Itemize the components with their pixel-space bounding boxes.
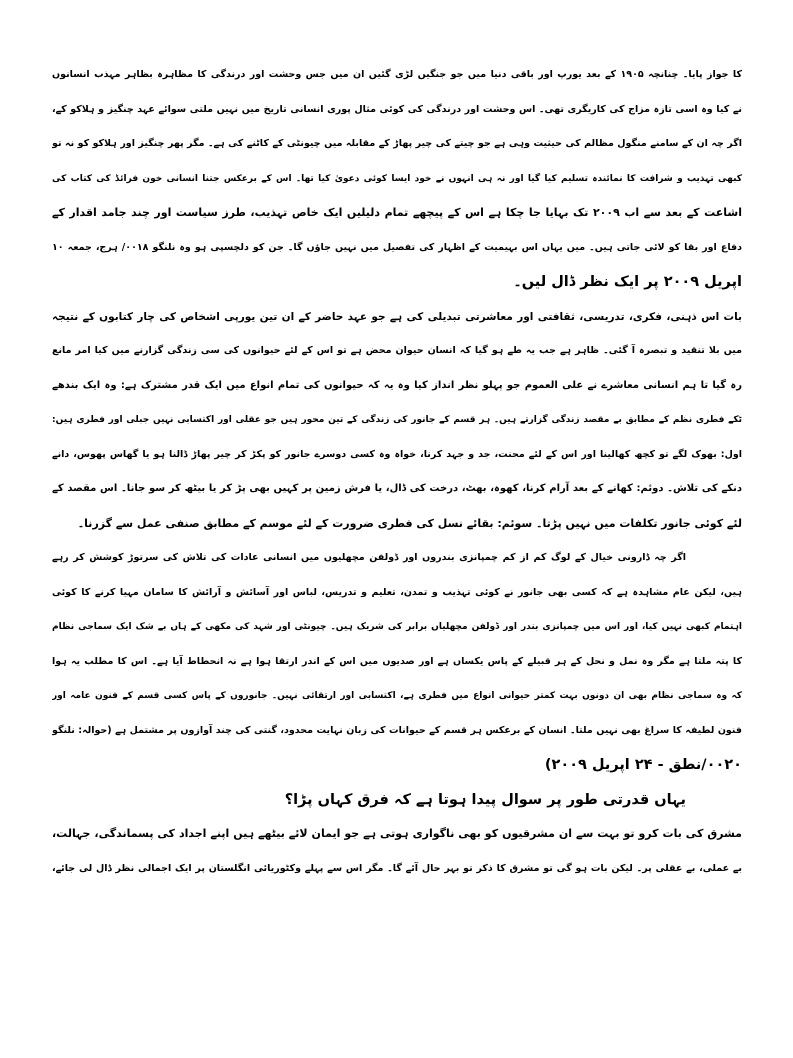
text-line: بات اس ذہنی، فکری، تدریسی، ثقافتی اور معاشرتی تبدیلی کی ہے جو عہد حاضر کے ان تین یورپی اشخاص کی چار کتابوں کے نتیجہ [52, 310, 742, 323]
text-line: اگر چہ ڈارونی خیال کے لوگ کم از کم چمپانزی بندروں اور ڈولفن مچھلیوں میں انسانی عادات کی تلاش کی سرتوڑ کوشش کر رہے [52, 552, 686, 563]
text-line: ٹکے فطری نظم کے مطابق بے مقصد زندگی گزارتے ہیں۔ ہر قسم کے جانور کی زندگی کے تین محور ہیں جو عقلی اور اکتسابی نہیں جبلی اور فطری ہیں: [52, 415, 742, 425]
document-page [52, 58, 742, 1048]
text-line: اشاعت کے بعد سے اب ۲۰۰۹ تک بہایا جا چکا ہے اس کے پیچھے تمام دلیلیں ایک خاص تہذیب، طرز سیاست اور چند جامد اقدار کے [52, 206, 742, 219]
text-line: میں بلا تنقید و تبصرہ آ گئی۔ ظاہر ہے جب یہ طے ہو گیا کہ انسان حیوان محض ہے تو اس کے لئے حیوانوں کی سی زندگی گزارنے میں کیا امر مانع [52, 345, 742, 356]
text-line: ہیں، لیکن عام مشاہدہ ہے کہ کسی بھی جانور نے کوئی تہذیب و تمدن، تعلیم و تدریس، لباس اور آسائش و آرائش کا سامان مہیا کرنے کا کوئی [52, 586, 742, 598]
text-line: اول: بھوک لگے تو کچھ کھالینا اور اس کے لئے محنت، جد و جہد کرنا، خواہ وہ کسی دوسرے جانور کو پکڑ کر چیر پھاڑ ڈالنا ہو یا گھاس پھوس، دانے [52, 448, 742, 460]
text-line: نے کیا وہ اسی تازہ مزاج کی کاریگری تھی۔ اس وحشت اور درندگی کی کوئی مثال پوری انسانی تاریخ میں نہیں ملتی سوائے عہد چنگیز و ہلاکو کے، [52, 103, 742, 115]
text-line: کا جواز پایا۔ چنانچہ ۱۹۰۵ کے بعد یورپ اور باقی دنیا میں جو جنگیں لڑی گئیں ان میں جس وحشت اور درندگی کا مظاہرہ بظاہر مہذب انسانوں [52, 69, 742, 80]
text-line: مشرق کی بات کرو تو بہت سے ان مشرقیوں کو بھی ناگواری ہوتی ہے جو ایمان لائے بیٹھے ہیں اپنے اجداد کی پسماندگی، جہالت، [52, 827, 742, 840]
text-line: بے عملی، بے عقلی پر۔ لیکن بات ہو گی تو مشرق کا ذکر تو بہر حال آئے گا۔ مگر اس سے پہلے وکٹوریائی انگلستان پر ایک اجمالی نظر ڈال لی جائے، [52, 862, 742, 874]
text-line: اگر چہ ان کے سامنے منگول مظالم کی حیثیت وہی ہے جو چیتے کی چیر پھاڑ کے مقابلہ میں چیونٹی کے کاٹنے کی ہے۔ مگر پھر چنگیز اور ہلاکو کو نہ تو [52, 138, 742, 149]
text-line: ۰۰۲۰/نطق - ۲۴ اپریل ۲۰۰۹) [544, 757, 742, 773]
text-line: اہتمام کبھی نہیں کیا، اور اس میں چمپانزی بندر اور ڈولفن مچھلیاں برابر کی شریک ہیں۔ چیونٹی اور شہد کی مکھی کے ہاں بے شک ایک سماجی نظام [52, 622, 742, 632]
text-line: اپریل ۲۰۰۹ پر ایک نظر ڈال لیں۔ [513, 274, 742, 290]
text-line: لئے کوئی جانور تکلفات میں نہیں پڑتا۔ سوئم: بقائے نسل کی فطری ضرورت کے لئے موسم کے مطابق صنفی عمل سے گزرنا۔ [77, 516, 742, 530]
text-line: کبھی تہذیب و شرافت کا نمائندہ تسلیم کیا گیا اور نہ ہی انہوں نے خود ایسا کوئی دعویٰ کیا تھا۔ اس کے برعکس جتنا انسانی خون فرائڈ کی کتاب کی [52, 173, 742, 184]
text-line: کا پتہ ملتا ہے مگر وہ نمل و نحل کے ہر قبیلے کے پاس یکساں ہے اور صدیوں میں اس کے اندر ارتقا ہوا ہے نہ انحطاط آیا ہے۔ اس کا مطلب یہ ہوا [52, 655, 742, 667]
text-line: کہ وہ سماجی نظام بھی ان دونوں بہت کمتر حیوانی انواع میں فطری ہے، اکتسابی اور ارتقائی نہیں۔ جانوروں کے پاس کسی قسم کے فنون عامہ اور [52, 691, 742, 701]
text-line: یہاں قدرتی طور پر سوال پیدا ہوتا ہے کہ فرق کہاں پڑا؟ [284, 791, 686, 808]
text-line: رہ گیا تا ہم انسانی معاشرے نے علی العموم جو پہلو نظر انداز کیا وہ یہ کہ حیوانوں کی تمام انواع میں ایک قدر مشترک ہے: وہ ایک بندھے [52, 379, 742, 391]
text-line: فنون لطیفہ کا سراغ بھی نہیں ملتا۔ انسان کے برعکس ہر قسم کے حیوانات کی زبان نہایت محدود، گنتی کی چند آوازوں پر مشتمل ہے (حوالہ: نلنگو [52, 724, 742, 736]
text-line: دنکے کی تلاش۔ دوئم: کھانے کے بعد آرام کرنا، کھوہ، بھٹ، درخت کی ڈال، یا فرش زمین پر کہیں بھی پڑ کر یا بیٹھ کر سو جانا۔ اس مقصد کے [52, 483, 742, 494]
text-line: دفاع اور بقا کو لائی جاتی ہیں۔ میں یہاں اس بہیمیت کے اظہار کی تفصیل میں نہیں جاؤں گا۔ جن کو دلچسپی ہو وہ نلنگو ۰۰۱۸/ ہرج، جمعہ ۱۰ [52, 241, 742, 253]
